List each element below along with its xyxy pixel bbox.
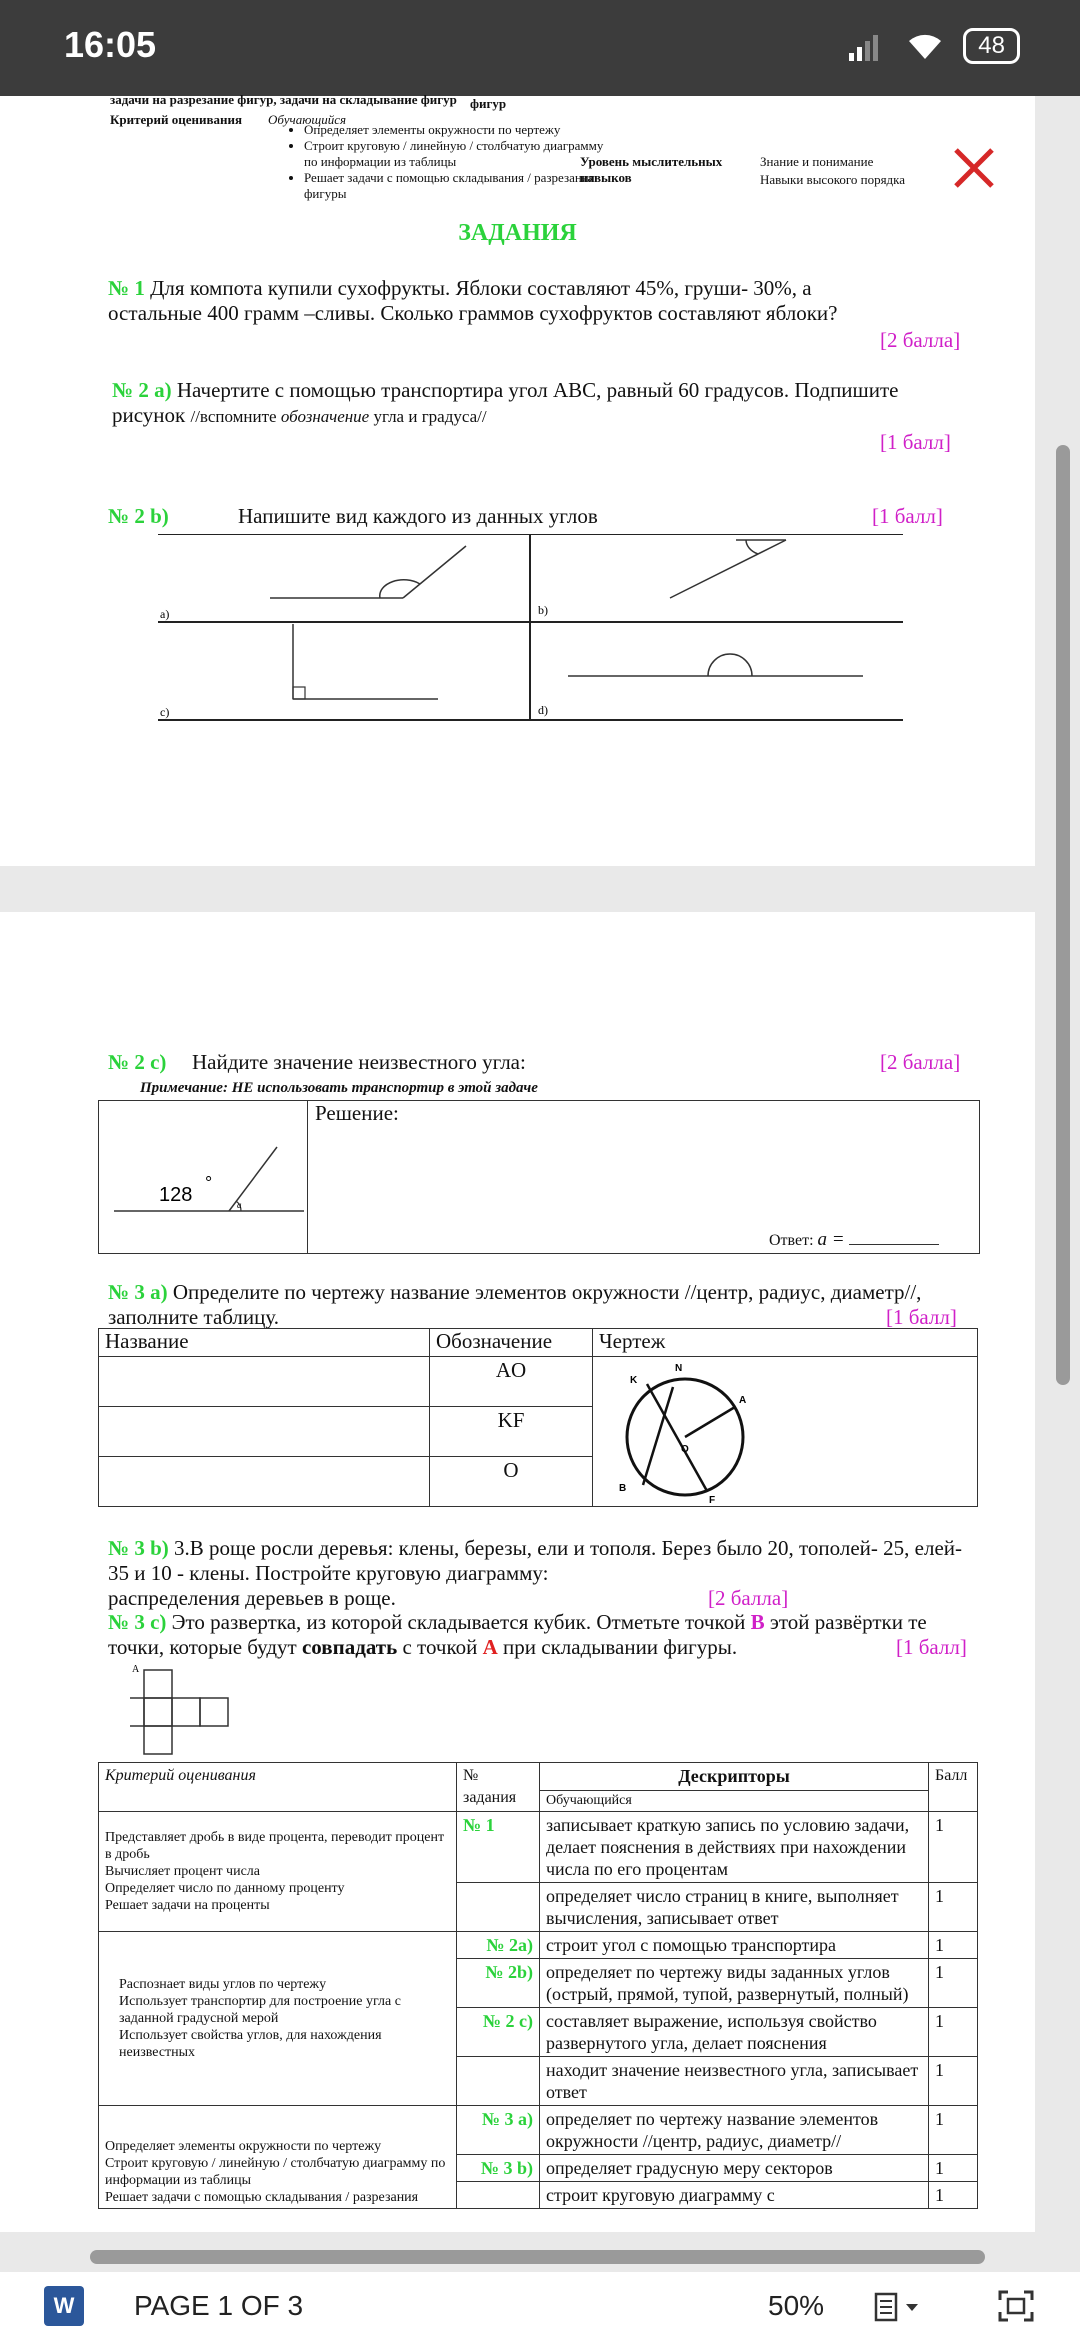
criteria-text: Вычисляет процент числа	[105, 1864, 261, 1879]
row-task: № 2b)	[457, 1959, 540, 2008]
row-task: № 1	[457, 1812, 540, 1883]
task3c-bold-word: совпадать	[301, 1635, 398, 1659]
task2a-hint-suffix: угла и градуса//	[369, 407, 487, 426]
circle-label-f: F	[709, 1495, 716, 1506]
thinking-level-value-1: Знание и понимание	[760, 154, 874, 169]
task2b-score: [1 балл]	[872, 504, 943, 528]
fullscreen-icon[interactable]	[996, 2288, 1036, 2324]
row-task	[457, 1883, 540, 1932]
clock: 16:05	[64, 24, 157, 65]
col-header-notation: Обозначение	[430, 1329, 593, 1357]
criteria-text: Использует транспортир для построение угла с заданной градусной мерой	[119, 1994, 401, 2026]
row-score: 1	[929, 1959, 978, 2008]
circle-label-k: K	[630, 1375, 638, 1386]
section-title: ЗАДАНИЯ	[458, 220, 577, 246]
angle-value: 128	[159, 1184, 193, 1206]
circle-label-o: O	[681, 1444, 689, 1455]
vertical-scrollbar[interactable]	[1056, 445, 1070, 1385]
angles-figure	[158, 534, 908, 734]
row-task	[457, 2057, 540, 2106]
circle-label-b: B	[619, 1483, 627, 1494]
task1-score: [2 балла]	[880, 328, 961, 352]
header-cut2: фигур	[470, 96, 507, 111]
bottom-toolbar	[0, 2272, 1080, 2340]
notation-cell: KF	[430, 1407, 593, 1457]
task3b-text2: распределения деревьев в роще.	[108, 1586, 396, 1610]
row-score: 1	[929, 2155, 978, 2182]
criteria-item: • Определяет элементы окружности по чертежу	[304, 122, 604, 138]
cube-net-label-a: A	[132, 1664, 140, 1675]
unknown-angle-figure	[109, 1131, 309, 1231]
angle-label-c: c)	[160, 705, 170, 719]
row-score: 1	[929, 1812, 978, 1883]
task2c-score: [2 балла]	[880, 1050, 961, 1074]
criteria-text: Распознает виды углов по чертежу	[119, 1977, 327, 1992]
header-cut: задачи на разрезание фигур, задачи на складывание фигур	[110, 92, 457, 107]
answer-blank[interactable]	[849, 1244, 939, 1245]
descriptors-subheader: Обучающийся	[540, 1790, 929, 1811]
task2b-text: Напишите вид каждого из данных углов	[238, 504, 598, 528]
row-score: 1	[929, 2106, 978, 2155]
criteria-text: Решает задачи с помощью складывания / разрезания	[105, 2190, 419, 2205]
row-task: № 3 a)	[457, 2106, 540, 2155]
task1-number: № 1	[108, 276, 145, 300]
wifi-icon	[905, 31, 945, 61]
angle-label-b: b)	[538, 603, 548, 617]
task3c-letter-a: A	[482, 1635, 498, 1659]
row-task: № 2a)	[457, 1932, 540, 1959]
page-indicator: PAGE 1 OF 3	[134, 2290, 304, 2321]
row-desc: составляет выражение, используя свойство развернутого угла, делает пояснения	[540, 2008, 929, 2057]
status-bar	[0, 0, 1080, 96]
name-cell[interactable]	[99, 1407, 430, 1457]
task2a-number: № 2 a)	[112, 378, 172, 402]
row-score: 1	[929, 2008, 978, 2057]
angle-label-d: d)	[538, 703, 548, 717]
row-score: 1	[929, 2182, 978, 2209]
criteria-group-3	[99, 2106, 457, 2209]
task3a-score: [1 балл]	[886, 1305, 957, 1329]
task3b-score: [2 балла]	[708, 1586, 789, 1610]
row-task: № 3 b)	[457, 2155, 540, 2182]
row-desc: находит значение неизвестного угла, записывает ответ	[540, 2057, 929, 2106]
notation-cell: AO	[430, 1357, 593, 1407]
cube-net	[130, 1662, 250, 1758]
learner-label: Обучающийся	[268, 112, 347, 127]
row-desc: записывает краткую запись по условию задачи, делает пояснения в действиях при нахождении числа по его процентам	[540, 1812, 929, 1883]
task3c-text-b: этой развёртки те точки, которые будут	[108, 1610, 927, 1659]
row-desc: определяет градусную меру секторов	[540, 2155, 929, 2182]
task3b-number: № 3 b)	[108, 1536, 169, 1560]
row-desc: определяет по чертежу виды заданных углов (острый, прямой, тупой, развернутый, полный)	[540, 1959, 929, 2008]
col-header-name: Название	[99, 1329, 430, 1357]
horizontal-scrollbar[interactable]	[90, 2250, 985, 2264]
criteria-table-header: Критерий оценивания	[99, 1763, 457, 1812]
thinking-level-value-2: Навыки высокого порядка	[760, 172, 906, 187]
task1-text: Для компота купили сухофрукты. Яблоки составляют 45%, груши- 30%, а остальные 400 грамм –сливы. Сколько граммов сухофруктов составляют яблоки?	[108, 276, 838, 325]
view-mode-icon[interactable]	[872, 2292, 924, 2322]
col-header-drawing: Чертеж	[593, 1329, 978, 1357]
thinking-level-label: Уровень мыслительных навыков	[580, 154, 723, 185]
battery-indicator: 48	[963, 28, 1020, 64]
criteria-text: Представляет дробь в виде процента, переводит процент в дробь	[105, 1830, 445, 1862]
notation-cell: O	[430, 1457, 593, 1507]
criteria-group-2	[99, 1932, 457, 2106]
task3c-number: № 3 c)	[108, 1610, 167, 1634]
angle-degree-symbol: °	[205, 1173, 213, 1193]
circle-label-a: A	[739, 1395, 747, 1406]
task-number-header: № задания	[457, 1763, 540, 1812]
answer-label: Ответ:	[769, 1232, 814, 1249]
score-header: Балл	[929, 1763, 978, 1812]
criteria-text: Определяет элементы окружности по чертежу	[105, 2139, 382, 2154]
task2c-text: Найдите значение неизвестного угла:	[192, 1050, 526, 1074]
task3a-text: Определите по чертежу название элементов окружности //центр, радиус, диаметр//, заполните таблицу.	[108, 1280, 922, 1329]
task3c-text-a: Это развертка, из которой складывается кубик. Отметьте точкой	[171, 1610, 746, 1634]
zoom-level[interactable]: 50%	[768, 2290, 825, 2321]
task3c-text-d: при складывании фигуры.	[503, 1635, 738, 1659]
task2c-note: Примечание: НЕ использовать транспортир в этой задаче	[140, 1080, 538, 1096]
close-icon[interactable]	[952, 146, 996, 190]
document-page-2	[0, 912, 1035, 2232]
task2a-score: [1 балл]	[880, 430, 951, 454]
criteria-group-1	[99, 1812, 457, 1932]
criteria-list	[280, 122, 604, 202]
signal-icon	[847, 31, 887, 61]
row-task: № 2 c)	[457, 2008, 540, 2057]
answer-var: a =	[817, 1229, 845, 1250]
task2c-number: № 2 c)	[108, 1050, 167, 1074]
criteria-text: Решает задачи на проценты	[105, 1898, 270, 1913]
name-cell[interactable]	[99, 1357, 430, 1407]
row-task	[457, 2182, 540, 2209]
row-score: 1	[929, 1932, 978, 1959]
task2a-text: Начертите с помощью транспортира угол ABC, равный 60 градусов. Подпишите рисунок	[112, 378, 899, 427]
task2a-hint-prefix: //вспомните	[190, 407, 281, 426]
solution-label: Решение:	[315, 1101, 399, 1125]
task2c-box	[98, 1100, 980, 1254]
task3c-score: [1 балл]	[896, 1635, 967, 1659]
word-app-icon[interactable]: W	[44, 2286, 84, 2326]
criteria-label: Критерий оценивания	[110, 112, 243, 127]
task2b-number: № 2 b)	[108, 504, 169, 528]
row-desc: определяет число страниц в книге, выполняет вычисления, записывает ответ	[540, 1883, 929, 1932]
row-desc: строит круговую диаграмму с	[540, 2182, 929, 2209]
task3b-text1: 3.В роще росли деревья: клены, березы, ели и тополя. Берез было 20, тополей- 25, елей- 35 и 10 - клены. Постройте круговую диаграмму:	[108, 1536, 963, 1585]
row-desc: определяет по чертежу название элементов окружности //центр, радиус, диаметр//	[540, 2106, 929, 2155]
criteria-text: Определяет число по данному проценту	[105, 1881, 345, 1896]
row-score: 1	[929, 2057, 978, 2106]
task3c-text-c: с точкой	[402, 1635, 478, 1659]
row-desc: строит угол с помощью транспортира	[540, 1932, 929, 1959]
criteria-text: Строит круговую / линейную / столбчатую диаграмму по информации из таблицы	[105, 2156, 446, 2188]
circle-drawing-cell	[593, 1357, 978, 1507]
circle-label-n: N	[675, 1363, 683, 1374]
angle-label-a: a)	[160, 607, 170, 621]
circle-drawing	[603, 1357, 763, 1507]
circle-table	[98, 1328, 978, 1507]
name-cell[interactable]	[99, 1457, 430, 1507]
criteria-item: • Решает задачи с помощью складывания / разрезания фигуры	[304, 170, 604, 202]
task2a-hint-italic: обозначение	[280, 407, 370, 426]
document-page-1	[0, 92, 1035, 866]
task3a-number: № 3 a)	[108, 1280, 168, 1304]
criteria-item: • Строит круговую / линейную / столбчатую диаграмму по информации из таблицы	[304, 138, 604, 170]
task3c-letter-b: B	[750, 1610, 765, 1634]
criteria-text: Использует свойства углов, для нахождения неизвестных	[119, 2028, 382, 2060]
row-score: 1	[929, 1883, 978, 1932]
descriptors-header: Дескрипторы	[540, 1763, 929, 1791]
criteria-table	[98, 1762, 978, 2209]
angle-alpha: a	[237, 1200, 242, 1210]
